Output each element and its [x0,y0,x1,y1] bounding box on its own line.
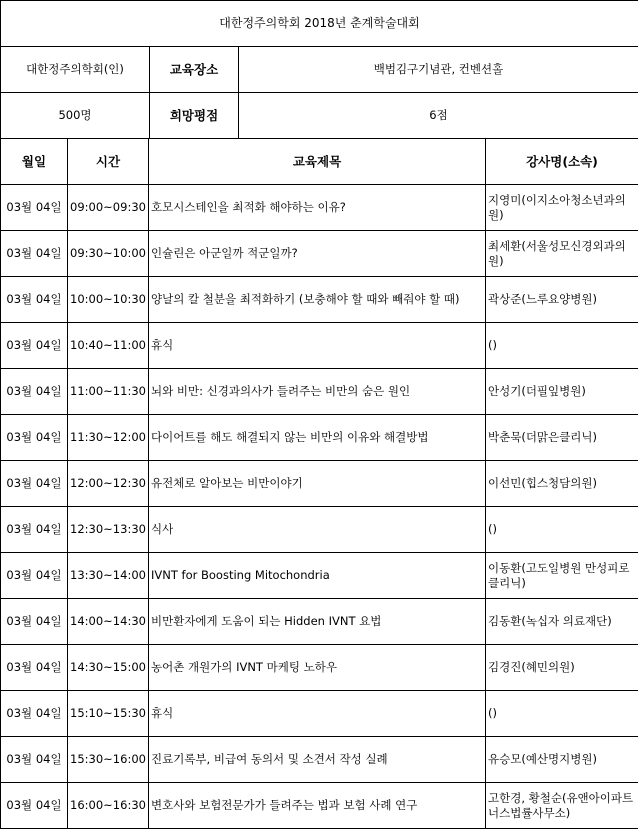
session-title: 유전체로 알아보는 비만이야기 [149,461,486,507]
session-date: 03월 04일 [1,277,68,323]
session-title: 휴식 [149,323,486,369]
table-row [1,461,638,507]
venue: 백범김구기념관, 컨벤션홀 [239,47,638,93]
session-date: 03월 04일 [1,415,68,461]
session-speaker: 고한경, 황철순(유앤아이파트너스법률사무소) [486,783,638,829]
session-title: 식사 [149,507,486,553]
header-time: 시간 [68,139,149,185]
session-date: 03월 04일 [1,507,68,553]
venue-label: 교육장소 [150,47,239,93]
session-title: 양날의 칼 철분을 최적화하기 (보충해야 할 때와 빼줘야 할 때) [149,277,486,323]
session-speaker: 유승모(예산명지병원) [486,737,638,783]
session-speaker: () [486,507,638,553]
session-time: 09:00~09:30 [68,185,149,231]
header-date: 월일 [1,139,68,185]
session-date: 03월 04일 [1,369,68,415]
table-row [1,783,638,829]
session-date: 03월 04일 [1,783,68,829]
session-title: 변호사와 보험전문가가 들려주는 법과 보험 사례 연구 [149,783,486,829]
table-row [1,737,638,783]
schedule-header-row [1,139,638,185]
session-time: 16:00~16:30 [68,783,149,829]
session-date: 03월 04일 [1,323,68,369]
session-time: 15:30~16:00 [68,737,149,783]
session-date: 03월 04일 [1,185,68,231]
session-speaker: 김경진(혜민의원) [486,645,638,691]
table-row [1,185,638,231]
table-row [1,415,638,461]
points-label: 희망평점 [150,93,239,139]
session-title: IVNT for Boosting Mitochondria [149,553,486,599]
header-title: 교육제목 [149,139,486,185]
session-speaker: 안성기(더필잎병원) [486,369,638,415]
table-row [1,369,638,415]
table-row [1,599,638,645]
session-speaker: 박춘묵(더맑은클리닉) [486,415,638,461]
organizer: 대한정주의학회(인) [1,47,150,93]
event-title: 대한정주의학회 2018년 춘계학술대회 [1,1,638,47]
session-speaker: 김동환(녹십자 의료재단) [486,599,638,645]
session-time: 10:00~10:30 [68,277,149,323]
schedule-table [0,138,638,829]
session-time: 15:10~15:30 [68,691,149,737]
session-time: 11:30~12:00 [68,415,149,461]
session-speaker: () [486,323,638,369]
table-row [1,507,638,553]
session-title: 비만환자에게 도움이 되는 Hidden IVNT 요법 [149,599,486,645]
session-date: 03월 04일 [1,461,68,507]
session-time: 11:00~11:30 [68,369,149,415]
session-speaker: 최세환(서울성모신경외과의원) [486,231,638,277]
session-date: 03월 04일 [1,599,68,645]
points: 6점 [239,93,638,139]
session-time: 09:30~10:00 [68,231,149,277]
session-time: 10:40~11:00 [68,323,149,369]
table-row [1,323,638,369]
session-title: 농어촌 개원가의 IVNT 마케팅 노하우 [149,645,486,691]
event-info-table [0,0,638,139]
session-speaker: 지영미(이지소아청소년과의원) [486,185,638,231]
table-row [1,277,638,323]
session-time: 12:30~13:30 [68,507,149,553]
session-time: 14:30~15:00 [68,645,149,691]
session-date: 03월 04일 [1,737,68,783]
table-row [1,645,638,691]
session-date: 03월 04일 [1,645,68,691]
capacity: 500명 [1,93,150,139]
session-date: 03월 04일 [1,691,68,737]
session-speaker: () [486,691,638,737]
session-title: 다이어트를 해도 해결되지 않는 비만의 이유와 해결방법 [149,415,486,461]
session-title: 휴식 [149,691,486,737]
session-title: 인슐린은 아군일까 적군일까? [149,231,486,277]
session-title: 호모시스테인을 최적화 해야하는 이유? [149,185,486,231]
session-speaker: 곽상준(느루요양병원) [486,277,638,323]
session-title: 뇌와 비만: 신경과의사가 들려주는 비만의 숨은 원인 [149,369,486,415]
session-time: 13:30~14:00 [68,553,149,599]
session-speaker: 이선민(힙스청담의원) [486,461,638,507]
header-speaker: 강사명(소속) [486,139,638,185]
session-time: 14:00~14:30 [68,599,149,645]
session-title: 진료기록부, 비급여 동의서 및 소견서 작성 실례 [149,737,486,783]
session-date: 03월 04일 [1,231,68,277]
session-speaker: 이동환(고도일병원 만성피로클리닉) [486,553,638,599]
session-time: 12:00~12:30 [68,461,149,507]
table-row [1,231,638,277]
table-row [1,691,638,737]
table-row [1,553,638,599]
session-date: 03월 04일 [1,553,68,599]
